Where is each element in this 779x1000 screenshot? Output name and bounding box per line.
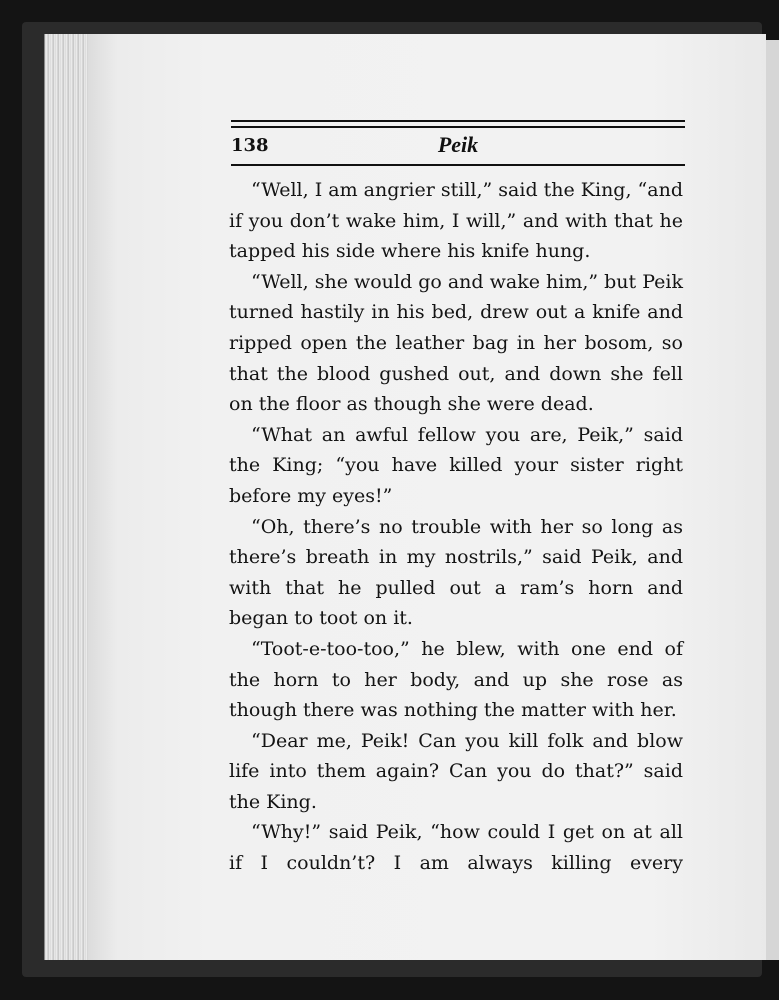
paragraph: “Well, I am angrier still,” said the King, “and if you don’t wake him, I will,” and with that he tapped his side where his knife hung. <box>229 179 683 263</box>
paragraph: “Toot-e-too-too,” he blew, with one end of the horn to her body, and up she rose as though there was nothing the matter with her. <box>229 637 683 722</box>
paragraph: “Oh, there’s no trouble with her so long as there’s breath in my nostrils,” said Peik, and with that he pulled out a ram’s horn and began to toot on it. <box>229 515 683 630</box>
paragraph: “What an awful fellow you are, Peik,” said the King; “you have killed your sister right before my eyes!” <box>229 423 683 507</box>
running-title: Peik <box>437 132 479 157</box>
paragraph: “Dear me, Peik! Can you kill folk and blow life into them again? Can you do that?” said the King. <box>229 729 683 813</box>
header-rule-top-inner <box>231 126 685 128</box>
page-header <box>231 120 685 168</box>
page-body-text <box>229 175 683 879</box>
header-rule-bottom <box>231 164 685 166</box>
paragraph: “Well, she would go and wake him,” but Peik turned hastily in his bed, drew out a knife and ripped open the leather bag in her bosom, so that the blood gushed out, and down she fell on the floor as though she were dead. <box>229 270 683 416</box>
paragraph: “Why!” said Peik, “how could I get on at all if I couldn’t? I am always killing every <box>229 821 683 875</box>
page-number: 138 <box>231 135 269 156</box>
page-edges <box>44 34 89 960</box>
header-rule-top <box>231 120 685 122</box>
facing-page-edge <box>766 40 779 960</box>
